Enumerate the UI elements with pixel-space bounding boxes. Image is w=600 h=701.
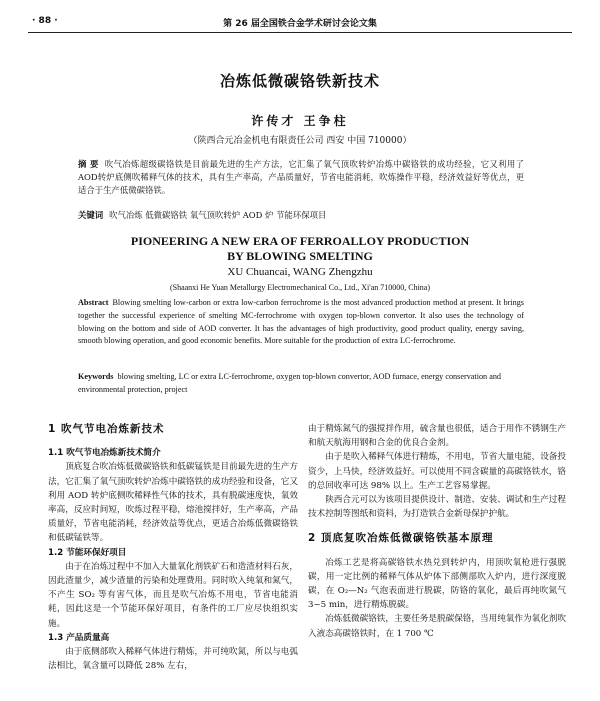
keywords-cn-label: 关键词 (78, 210, 104, 220)
authors-cn: 许传才 王争柱 (251, 114, 349, 128)
journal-title: 第 26 届全国铁合金学术研讨会论文集 (223, 19, 377, 29)
section1-heading: 1 吹气节电冶炼新技术 (48, 423, 165, 435)
subsection-1-1-heading: 1.1 吹气节电冶炼新技术简介 (48, 448, 161, 459)
subsection-1-3-heading: 1.3 产品质量高 (48, 632, 110, 643)
paper-title-cn: 冶炼低微碳铬铁新技术 (219, 72, 380, 90)
right-paragraph-1: 由于精炼氮气的强搅拌作用，硫含量也很低，适合于用作不锈钢生产和航天航海用钢和合金的优良合金剂。 (308, 424, 566, 449)
right-paragraph-4: 冶炼工艺是将高碳铬铁水热兑到转炉内，用顶吹氧枪进行强脱碳，用一定比例的稀释气体从炉体下部侧部吹入炉内，进行深度脱碳，在 O₂—N₂ 气泡表面进行脱碳，防铬的氧化，最后再纯吹氮气 3~5 min，进行精炼脱碳。 (308, 557, 566, 611)
subsection-1-3-text: 由于底侧部吹入稀释气体进行精炼，并可纯吹氮，所以与电弧法相比，氧含量可以降低 28% 左右， (48, 647, 298, 672)
affiliation-en: (Shaanxi He Yuan Metallurgy Electromechanical Co., Ltd., Xi'an 710000, China) (169, 283, 431, 292)
subsection-1-2-heading: 1.2 节能环保好项目 (48, 547, 127, 558)
paper-title-en-line1: PIONEERING A NEW ERA OF FERROALLOY PRODUCTION (130, 234, 470, 248)
affiliation-cn: （陕西合元冶金机电有限责任公司 西安 中国 710000） (188, 136, 412, 146)
right-paragraph-2: 由于是吹入稀释气体进行精炼，不用电，节省大量电能，设备投资少，上马快，经济效益好。可以使用不同含碳量的高碳铬铁水，铬的总回收率可达 98% 以上。生产工艺容易掌握。 (308, 452, 566, 491)
keywords-en-text: blowing smelting, LC or extra LC-ferrochrome, oxygen top-blown convertor, AOD furnace, energy conservation and environmental protection, project (78, 372, 502, 394)
right-paragraph-3: 陕西合元可以为该项目提供设计、制造、安装、调试和生产过程技术控制等图纸和资料，为打造铁合金新母保护护航。 (308, 495, 566, 520)
body-column-right (308, 422, 566, 641)
abstract-en-label: Abstract (78, 298, 109, 307)
abstract-en-text: Blowing smelting low-carbon or extra low-carbon ferrochrome is the most advanced production method at present. It brings together the successful experience of smelting MC-ferrochrome with oxygen top-blown convertor. It also uses the technology of blowing on the bottom and side of AOD converter. It has the advantages of high productivity, good product quality, energy saving, smooth blowing operation, and good economic benefits. More suitable for the production of extra LC-ferrochrome. (78, 298, 524, 346)
abstract-en (78, 297, 524, 348)
abstract-cn-label: 摘 要 (78, 159, 99, 169)
keywords-cn-text: 吹气冶炼 低微碳铬铁 氧气顶吹转炉 AOD 炉 节能环保项目 (109, 210, 327, 220)
paper-title-en-line2: BY BLOWING SMELTING (227, 249, 373, 263)
abstract-cn-text: 吹气冶炼超级碳铬铁是目前最先进的生产方法，它汇集了氧气顶吹转炉冶炼中碳铬铁的成功经验，它又利用了AOD转炉底侧吹稀释气体的技术，具有生产率高，产品质量好，节省电能消耗，吹炼操作平稳，经济效益好等优点，更适合于生产低微碳铬铁。 (78, 159, 524, 195)
keywords-en (78, 371, 524, 397)
running-header (28, 12, 572, 33)
keywords-cn (78, 209, 524, 222)
authors-en: XU Chuancai, WANG Zhengzhu (227, 266, 373, 278)
subsection-1-1-text: 顶底复合吹冶炼低微碳铬铁和低碳锰铁是目前最先进的生产方法，它汇集了氧气顶吹转炉冶炼中碳铬铁的成功经验和设备，它又利用 AOD 转炉底侧吹稀释性气体的技术，具有脱碳速度快，氧效率高，反应时间短，吹炼过程平稳，熔池搅拌好，生产率高，产品质量好，节省电能消耗，经济效益等优点，更适合冶炼低微碳铬铁和低碳锰铁等。 (48, 462, 298, 544)
paper-title-en (0, 234, 600, 264)
abstract-cn (78, 158, 524, 197)
subsection-1-2-text: 由于在冶炼过程中不加入大量氧化剂铁矿石和造渣材料石灰，因此渣量少，减少渣量的污染和处理费用。同时吹入纯氧和氮气，不产生 SO₂ 等有害气体，而且是吹气冶炼不用电，节省电能消耗，因此这是一个节能环保好项目，有条件的工厂应尽快组织实施。 (48, 561, 298, 629)
body-column-left (48, 422, 298, 673)
right-paragraph-5: 冶炼低微碳铬铁，主要任务是脱碳保铬，当用纯氧作为氧化剂吹入液态高碳铬铁时，在 1 700 ℃ (308, 614, 566, 639)
section2-heading: 2 顶底复吹冶炼低微碳铬铁基本原理 (308, 532, 494, 545)
page-number: · 88 · (32, 16, 58, 26)
keywords-en-label: Keywords (78, 372, 114, 381)
